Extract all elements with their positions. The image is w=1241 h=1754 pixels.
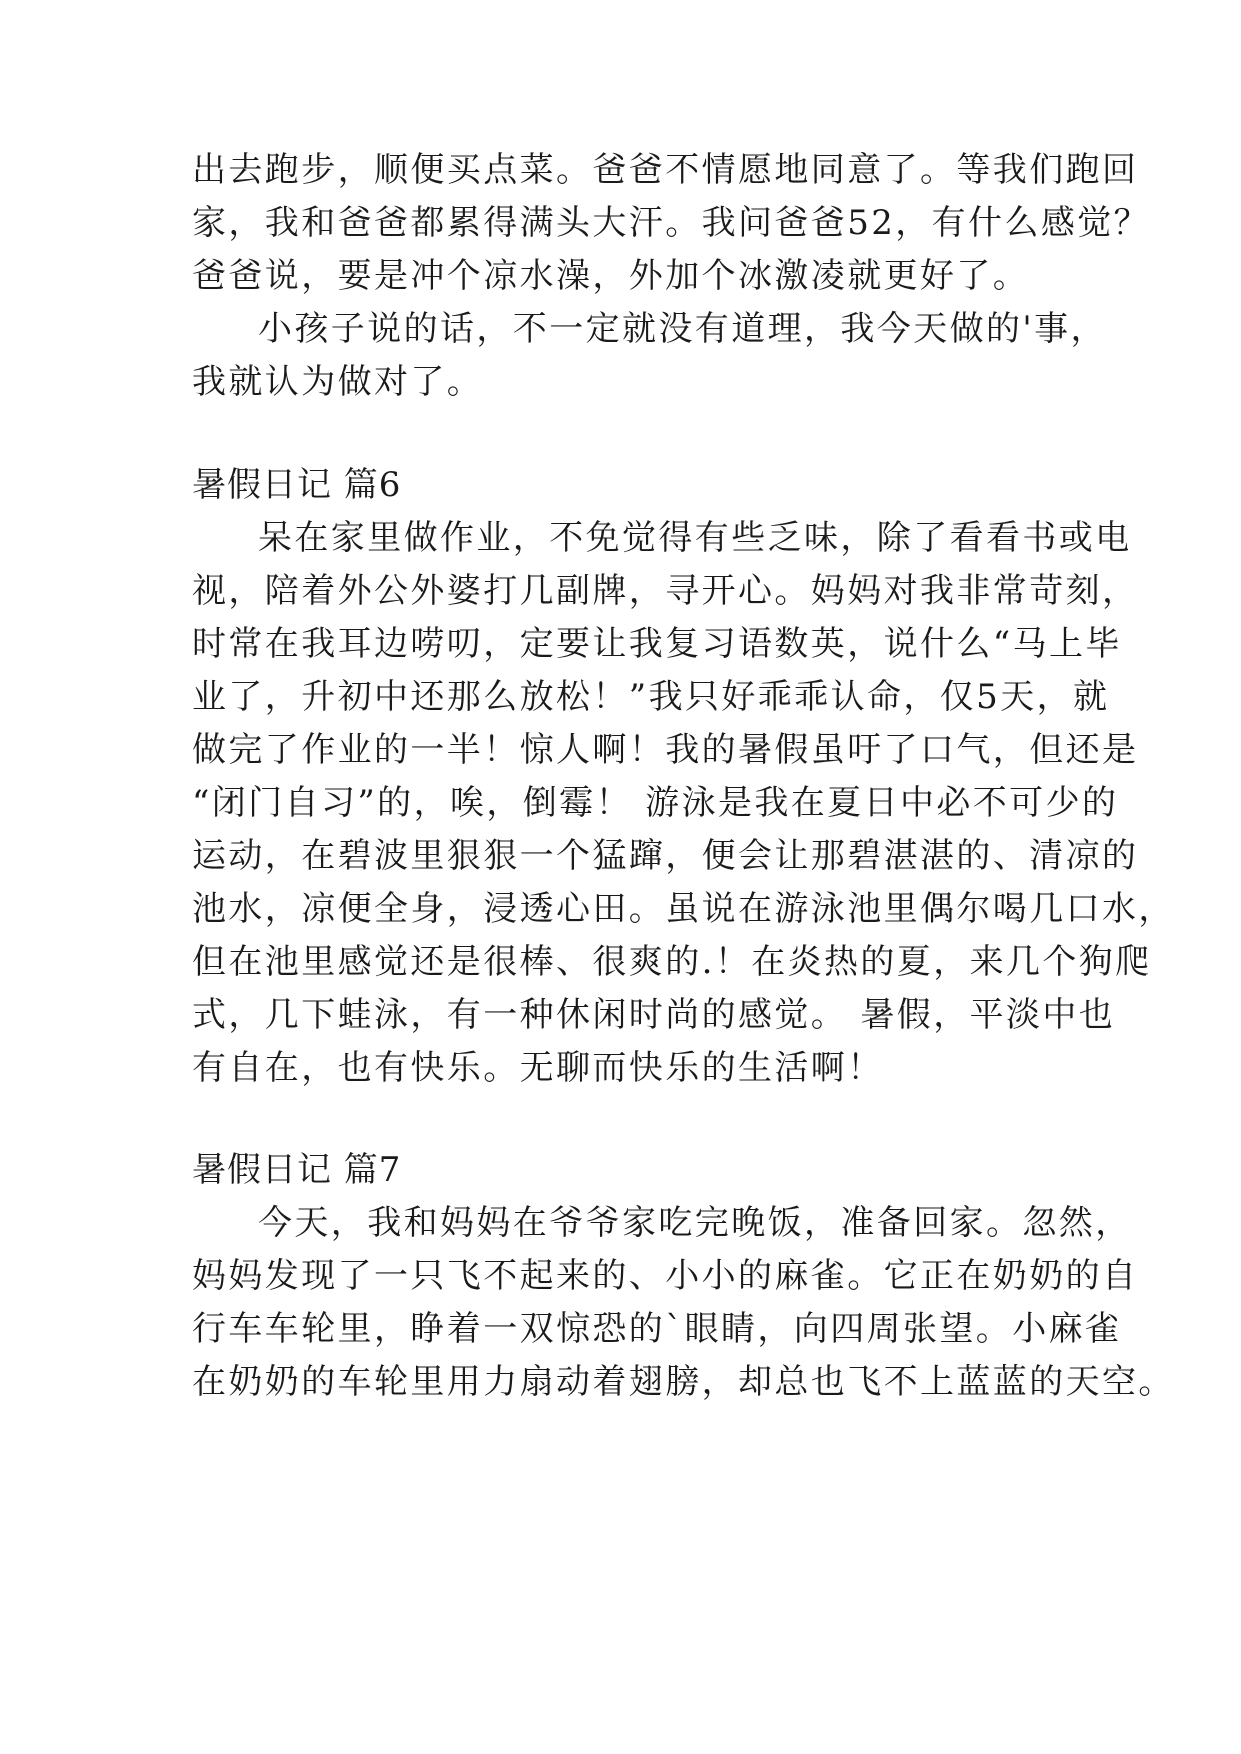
paragraph-line: 我就认为做对了。 <box>192 362 484 402</box>
paragraph-line: 小孩子说的话，不一定就没有道理，我今天做的'事， <box>258 309 1107 349</box>
paragraph-line: 式，几下蛙泳，有一种休闲时尚的感觉。 暑假，平淡中也 <box>192 995 1116 1035</box>
paragraph-line: 行车车轮里，睁着一双惊恐的`眼睛，向四周张望。小麻雀 <box>192 1309 1122 1349</box>
section-heading-6: 暑假日记 篇6 <box>192 465 402 505</box>
paragraph-line: “闭门自习”的，唉，倒霉！ 游泳是我在夏日中必不可少的 <box>192 783 1119 823</box>
paragraph-line: 业了，升初中还那么放松！”我只好乖乖认命，仅5天，就 <box>192 677 1110 717</box>
paragraph-line: 时常在我耳边唠叨，定要让我复习语数英，说什么“马上毕 <box>192 624 1122 664</box>
paragraph-line: 出去跑步，顺便买点菜。爸爸不情愿地同意了。等我们跑回 <box>192 150 1139 190</box>
paragraph-line: 在奶奶的车轮里用力扇动着翅膀，却总也飞不上蓝蓝的天空。 <box>192 1362 1175 1402</box>
paragraph-line: 池水，凉便全身，浸透心田。虽说在游泳池里偶尔喝几口水， <box>192 889 1175 929</box>
section-heading-7: 暑假日记 篇7 <box>192 1150 402 1190</box>
paragraph-line: 有自在，也有快乐。无聊而快乐的生活啊！ <box>192 1048 884 1088</box>
paragraph-line: 视，陪着外公外婆打几副牌，寻开心。妈妈对我非常苛刻， <box>192 571 1139 611</box>
paragraph-line: 但在池里感觉还是很棒、很爽的.！在炎热的夏，来几个狗爬 <box>192 942 1152 982</box>
paragraph-line: 做完了作业的一半！惊人啊！我的暑假虽吁了口气，但还是 <box>192 730 1139 770</box>
paragraph-line: 爸爸说，要是冲个凉水澡，外加个冰激凌就更好了。 <box>192 256 1030 296</box>
paragraph-line: 家，我和爸爸都累得满头大汗。我问爸爸52，有什么感觉？ <box>192 203 1151 243</box>
paragraph-line: 呆在家里做作业，不免觉得有些乏味，除了看看书或电 <box>258 518 1132 558</box>
paragraph-line: 今天，我和妈妈在爷爷家吃完晚饭，准备回家。忽然， <box>258 1203 1132 1243</box>
paragraph-line: 妈妈发现了一只飞不起来的、小小的麻雀。它正在奶奶的自 <box>192 1256 1139 1296</box>
paragraph-line: 运动，在碧波里狠狠一个猛蹿，便会让那碧湛湛的、清凉的 <box>192 836 1139 876</box>
